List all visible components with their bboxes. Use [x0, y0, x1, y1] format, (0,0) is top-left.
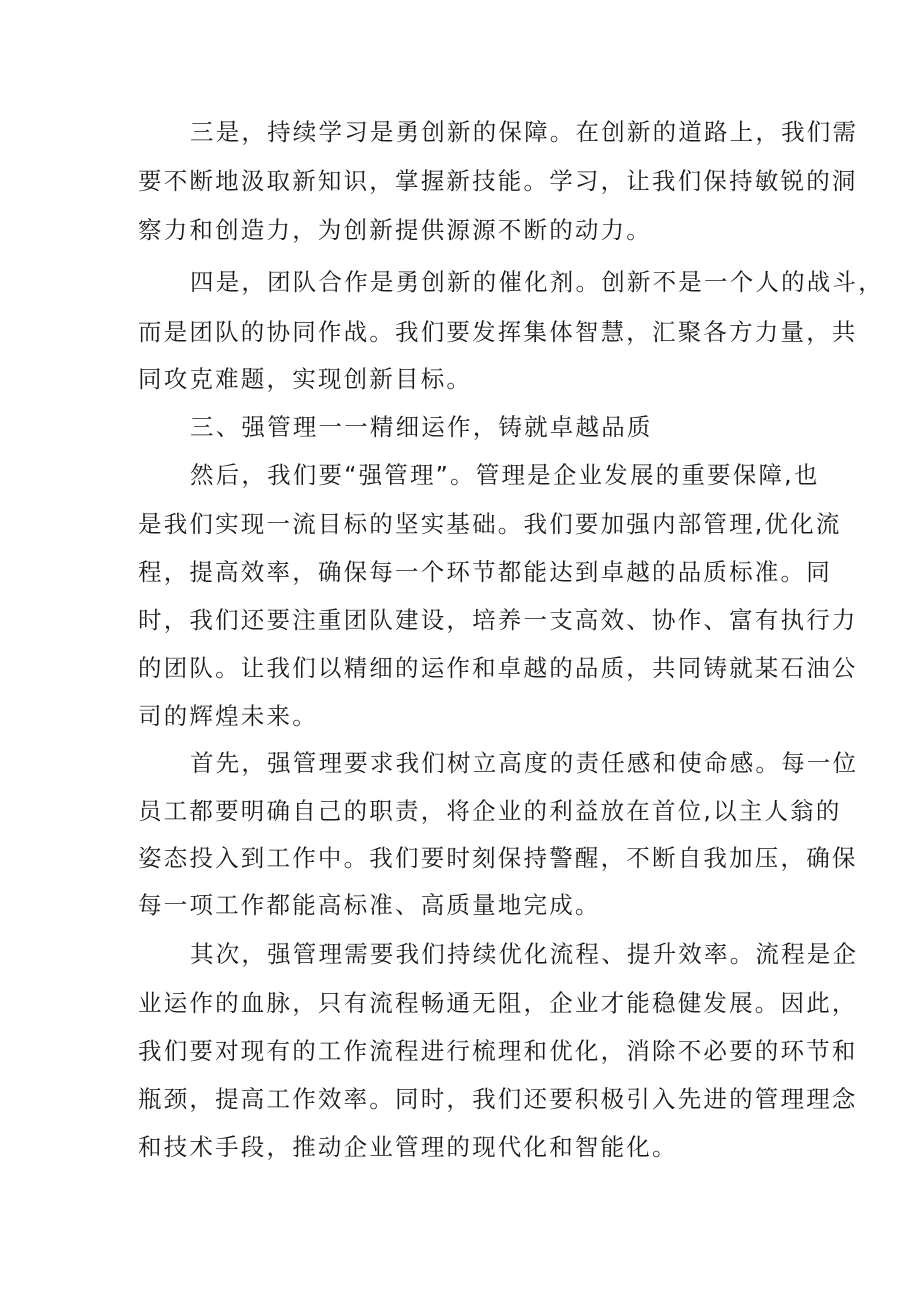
text-line: 四是，团队合作是勇创新的催化剂。创新不是一个人的战斗， — [190, 268, 884, 296]
text-line: 三是，持续学习是勇创新的保障。在创新的道路上，我们需 — [190, 118, 859, 146]
text-line: 时，我们还要注重团队建设，培养一支高效、协作、富有执行力 — [138, 606, 858, 634]
text-line: 其次，强管理需要我们持续优化流程、提升效率。流程是企 — [190, 940, 859, 968]
text-line: 是我们实现一流目标的坚实基础。我们要加强内部管理,优化流 — [138, 510, 842, 538]
text-line: 和技术手段，推动企业管理的现代化和智能化。 — [138, 1133, 678, 1161]
text-line: 程，提高效率，确保每一个环节都能达到卓越的品质标准。同 — [138, 558, 832, 586]
text-line: 首先，强管理要求我们树立高度的责任感和使命感。每一位 — [190, 749, 859, 777]
text-line: 业运作的血脉，只有流程畅通无阻，企业才能稳健发展。因此， — [138, 989, 858, 1017]
text-line: 要不断地汲取新知识，掌握新技能。学习，让我们保持敏锐的洞 — [138, 167, 858, 195]
text-line: 我们要对现有的工作流程进行梳理和优化，消除不必要的环节和 — [138, 1037, 858, 1065]
text-line: 察力和创造力，为创新提供源源不断的动力。 — [138, 216, 652, 244]
text-line: 司的辉煌未来。 — [138, 702, 318, 730]
text-line: 姿态投入到工作中。我们要时刻保持警醒，不断自我加压，确保 — [138, 844, 858, 872]
text-line: 瓶颈，提高工作效率。同时，我们还要积极引入先进的管理理念 — [138, 1085, 858, 1113]
text-line: 员工都要明确自己的职责，将企业的利益放在首位,以主人翁的 — [138, 797, 842, 825]
text-line: 的团队。让我们以精细的运作和卓越的品质，共同铸就某石油公 — [138, 654, 858, 682]
text-line: 然后，我们要“强管理”。管理是企业发展的重要保障,也 — [190, 461, 820, 489]
text-line: 而是团队的协同作战。我们要发挥集体智慧，汇聚各方力量，共 — [138, 318, 858, 346]
section-heading: 三、强管理一一精细运作，铸就卓越品质 — [190, 413, 653, 441]
text-line: 每一项工作都能高标准、高质量地完成。 — [138, 891, 601, 919]
text-line: 同攻克难题，实现创新目标。 — [138, 365, 473, 393]
